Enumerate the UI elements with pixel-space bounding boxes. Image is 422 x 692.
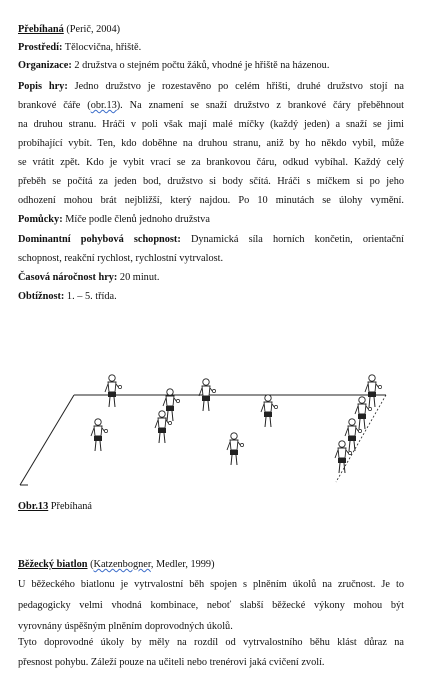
popis-text-4: probíhající vybít. Ten, kdo doběhne na druhou stranu, aniž by ho někdo vybil, může (18, 138, 404, 149)
popis-line-2 (18, 96, 404, 117)
player-figure (227, 433, 244, 465)
popis-text-5: se vrátit zpět. Kdo je vybit vrací se za brankovou čáru, odkud vybíhal. Každý celý (18, 157, 404, 168)
schopnost-text-2: schopnost, reakční rychlost, rychlostní vytrvalost. (18, 253, 224, 264)
section2-author-name: Katzenbogner (93, 559, 151, 570)
player-figure (91, 419, 108, 451)
figure-caption-text: Přebíhaná (48, 501, 92, 512)
section2-text-5: přesnost pohybu. Záleží pouze na učiteli nebo trenérovi jaká cvičení zvolí. (18, 657, 325, 668)
section1-title: Přebíhaná (18, 24, 64, 35)
organizace-text: 2 družstva o stejném počtu žáků, vhodné je hřiště na házenou. (71, 60, 330, 71)
figure-label: Obr.13 (18, 501, 49, 512)
popis-text-2b: ). Na znamení se snaží družstvo z brankové čáry přeběhnout (116, 100, 405, 111)
popis-line-6 (18, 172, 404, 193)
popis-line-5 (18, 153, 404, 174)
section2-line-1 (18, 575, 404, 596)
section2-text-2: pedagogicky velmi vhodná kombinace, neboť slabší běžecké výkony mohou být (18, 600, 404, 611)
section2-title: Běžecký biatlon (18, 559, 88, 570)
player-figure (155, 411, 172, 443)
popis-line-1 (18, 77, 404, 98)
pomucky-line (18, 210, 404, 231)
player-figure (261, 395, 278, 427)
schopnost-line-2 (18, 249, 404, 270)
schopnost-line-1 (18, 230, 404, 251)
narocnost-text: 20 minut. (117, 272, 160, 283)
section2-author-suffix: , Medler, 1999) (150, 559, 215, 570)
popis-line-7 (18, 191, 404, 212)
section2-line-2 (18, 596, 404, 617)
playing-field-drawing (0, 330, 422, 500)
popis-text-2a: brankové čáře ( (18, 100, 91, 111)
prostredi-text: Tělocvična, hřiště. (62, 42, 142, 53)
popis-text-7: odhození mohou brát nejbližší, který najdou. Po 10 minutách se úlohy vymění. (18, 195, 404, 206)
narocnost-label: Časová náročnost hry: (18, 272, 118, 283)
section2-text-1: U běžeckého biatlonu je vytrvalostní běh spojen s plněním úkolů na zručnost. Je to (18, 579, 404, 590)
schopnost-label: Dominantní pohybová schopnost: (18, 234, 181, 245)
section1-author: (Perič, 2004) (63, 24, 121, 35)
obtiznost-label: Obtížnost: (18, 291, 65, 302)
popis-text-6: přeběh se počítá za jeden bod, družstvo si body sčítá. Hráči s míčkem si po jeho (18, 176, 404, 187)
figure-reference-link[interactable]: obr.13 (90, 100, 117, 111)
section2-heading (18, 555, 404, 576)
obtiznost-line (18, 287, 404, 308)
prostredi-label: Prostředí: (18, 42, 63, 53)
player-figure (163, 389, 180, 421)
section2-author-prefix: ( (87, 559, 94, 570)
popis-line-3 (18, 115, 404, 136)
obtiznost-text: 1. – 5. třída. (64, 291, 117, 302)
organizace-label: Organizace: (18, 60, 72, 71)
player-figure (105, 375, 122, 407)
schopnost-text: Dynamická síla horních končetin, orientační (180, 234, 404, 245)
figure-illustration (0, 330, 422, 500)
player-figure (365, 375, 382, 407)
section2-text-3: vyrovnány úspěšným plněním doprovodných úkolů. (18, 621, 233, 632)
popis-line-4 (18, 134, 404, 155)
pomucky-text: Míče podle členů jednoho družstva (62, 214, 210, 225)
popis-text-3: na druhou stranu. Hráči v poli však mají malé míčky (každý jeden) a snaží se jimi (18, 119, 404, 130)
organizace-line (18, 56, 404, 77)
section2-line-4 (18, 633, 404, 654)
popis-text-1: Jedno družstvo je rozestavěno po celém hřišti, druhé družstvo stojí na (67, 81, 404, 92)
popis-label: Popis hry: (18, 81, 68, 92)
left-line (20, 395, 74, 485)
figure-caption (18, 497, 404, 518)
section2-line-5 (18, 653, 404, 674)
players-group (91, 375, 382, 473)
narocnost-line (18, 268, 404, 289)
section2-text-4: Tyto doprovodné úkoly by měly na rozdíl od vytrvalostního běhu klást důraz na (18, 637, 404, 648)
pomucky-label: Pomůcky: (18, 214, 63, 225)
